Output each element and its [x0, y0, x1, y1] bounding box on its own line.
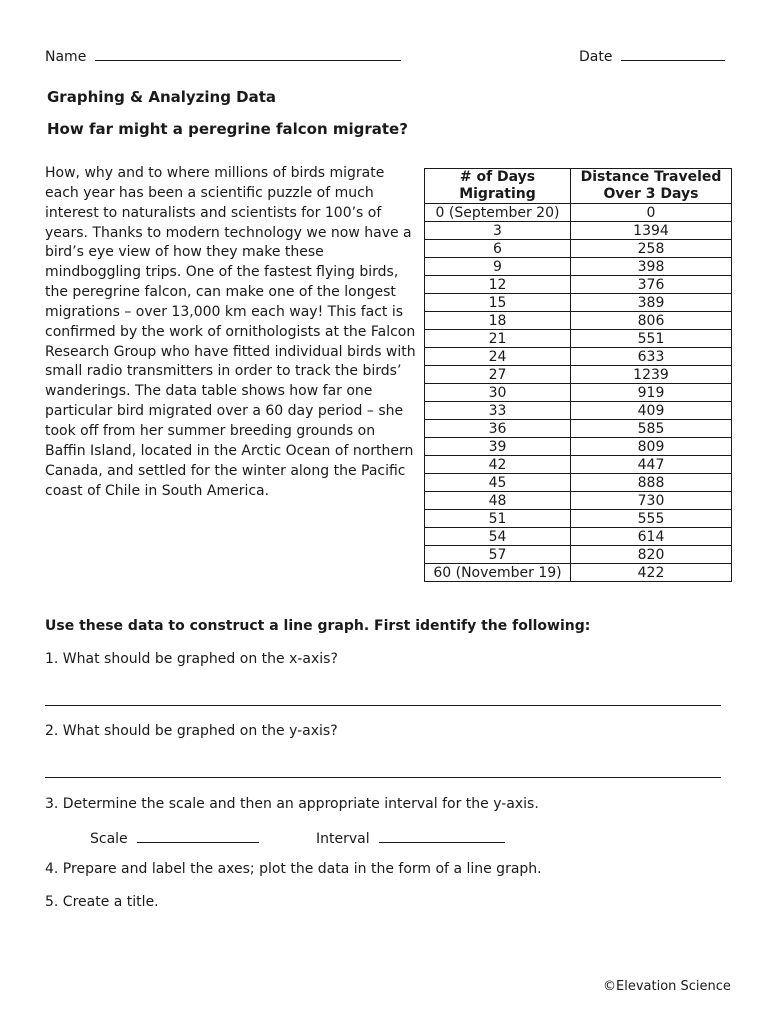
name-field[interactable]	[45, 46, 401, 65]
interval-label: Interval	[316, 831, 370, 847]
distance-cell: 389	[571, 294, 732, 312]
distance-cell: 806	[571, 312, 732, 330]
distance-cell: 1394	[571, 222, 732, 240]
days-cell: 18	[425, 312, 571, 330]
question-3: 3. Determine the scale and then an appropriate interval for the y-axis.	[45, 796, 539, 812]
table-row	[425, 366, 732, 384]
table-header-row	[425, 169, 732, 204]
question-2: 2. What should be graphed on the y-axis?	[45, 723, 338, 739]
distance-cell: 0	[571, 204, 732, 222]
answer-line-2[interactable]	[45, 777, 721, 778]
table-row	[425, 402, 732, 420]
distance-cell: 551	[571, 330, 732, 348]
question-1: 1. What should be graphed on the x-axis?	[45, 651, 338, 667]
days-cell: 54	[425, 528, 571, 546]
table-row	[425, 420, 732, 438]
reading-passage: How, why and to where millions of birds migrate each year has been a scientific puzzle of much interest to naturalists and scientists for 100’s of years. Thanks to modern technology we now have a bird’s eye view of how they make these mindboggling trips. One of the fastest flying birds, the peregrine falcon, can make one of the longest migrations – over 13,000 km each way! This fact is confirmed by the work of ornithologists at the Falcon Research Group who have fitted individual birds with small radio transmitters in order to track the birds’ wanderings. The data table shows how far one particular bird migrated over a 60 day period – she took off from her summer breeding grounds on Baffin Island, located in the Arctic Ocean of northern Canada, and settled for the winter along the Pacific coast of Chile in South America.	[45, 165, 416, 499]
question-5: 5. Create a title.	[45, 894, 159, 910]
days-cell: 51	[425, 510, 571, 528]
date-blank[interactable]	[621, 46, 725, 61]
days-cell: 12	[425, 276, 571, 294]
table-row	[425, 240, 732, 258]
distance-cell: 376	[571, 276, 732, 294]
days-cell: 24	[425, 348, 571, 366]
name-label: Name	[45, 49, 87, 65]
days-cell: 15	[425, 294, 571, 312]
days-cell: 33	[425, 402, 571, 420]
table-row	[425, 528, 732, 546]
worksheet-question: How far might a peregrine falcon migrate?	[47, 120, 408, 138]
distance-cell: 809	[571, 438, 732, 456]
days-cell: 3	[425, 222, 571, 240]
distance-cell: 585	[571, 420, 732, 438]
days-cell: 21	[425, 330, 571, 348]
distance-cell: 258	[571, 240, 732, 258]
days-column-header: # of Days Migrating	[425, 169, 571, 204]
copyright-notice: ©Elevation Science	[603, 979, 731, 994]
table-row	[425, 258, 732, 276]
question-4: 4. Prepare and label the axes; plot the data in the form of a line graph.	[45, 861, 542, 877]
distance-cell: 555	[571, 510, 732, 528]
table-row	[425, 222, 732, 240]
days-cell: 36	[425, 420, 571, 438]
table-row	[425, 564, 732, 582]
table-row	[425, 492, 732, 510]
table-row	[425, 348, 732, 366]
table-row	[425, 438, 732, 456]
distance-column-header: Distance Traveled Over 3 Days	[571, 169, 732, 204]
distance-cell: 633	[571, 348, 732, 366]
scale-blank[interactable]	[137, 828, 259, 843]
distance-cell: 919	[571, 384, 732, 402]
days-cell: 30	[425, 384, 571, 402]
name-blank[interactable]	[95, 46, 401, 61]
table-row	[425, 204, 732, 222]
distance-cell: 422	[571, 564, 732, 582]
distance-cell: 820	[571, 546, 732, 564]
table-row	[425, 330, 732, 348]
distance-cell: 888	[571, 474, 732, 492]
table-row	[425, 546, 732, 564]
answer-line-1[interactable]	[45, 705, 721, 706]
date-label: Date	[579, 49, 613, 65]
days-cell: 9	[425, 258, 571, 276]
table-row	[425, 294, 732, 312]
worksheet-title: Graphing & Analyzing Data	[47, 88, 277, 106]
table-row	[425, 276, 732, 294]
distance-cell: 614	[571, 528, 732, 546]
days-cell: 60 (November 19)	[425, 564, 571, 582]
interval-field[interactable]	[316, 828, 505, 847]
distance-cell: 730	[571, 492, 732, 510]
days-cell: 27	[425, 366, 571, 384]
graph-instructions: Use these data to construct a line graph. First identify the following:	[45, 618, 591, 634]
scale-label: Scale	[90, 831, 128, 847]
distance-cell: 398	[571, 258, 732, 276]
distance-cell: 409	[571, 402, 732, 420]
table-row	[425, 384, 732, 402]
days-cell: 6	[425, 240, 571, 258]
days-cell: 42	[425, 456, 571, 474]
days-cell: 0 (September 20)	[425, 204, 571, 222]
days-cell: 57	[425, 546, 571, 564]
date-field[interactable]	[579, 46, 725, 65]
distance-cell: 1239	[571, 366, 732, 384]
table-row	[425, 312, 732, 330]
table-row	[425, 474, 732, 492]
table-row	[425, 456, 732, 474]
days-cell: 45	[425, 474, 571, 492]
table-row	[425, 510, 732, 528]
days-cell: 39	[425, 438, 571, 456]
days-cell: 48	[425, 492, 571, 510]
interval-blank[interactable]	[379, 828, 505, 843]
distance-cell: 447	[571, 456, 732, 474]
scale-field[interactable]	[90, 828, 259, 847]
migration-data-table	[424, 168, 732, 582]
